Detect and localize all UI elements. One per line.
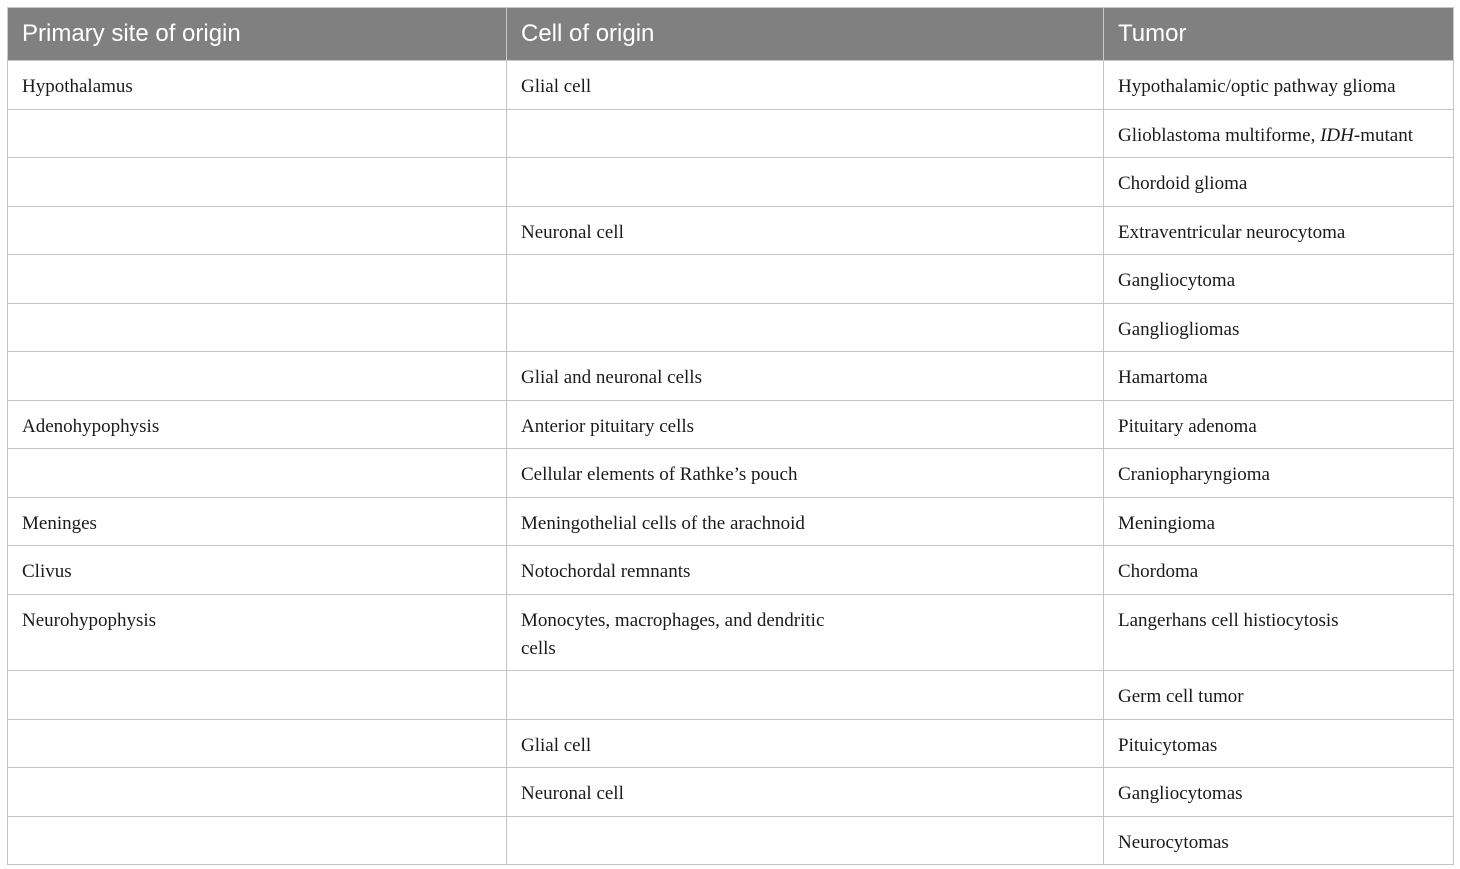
primary-site-cell: Adenohypophysis — [8, 400, 507, 449]
primary-site-cell: Neurohypophysis — [8, 594, 507, 671]
cell-of-origin-cell — [507, 255, 1104, 304]
table-row — [8, 594, 1454, 671]
cell-of-origin-cell: Notochordal remnants — [507, 546, 1104, 595]
tumor-cell: Pituicytomas — [1104, 719, 1454, 768]
primary-site-cell — [8, 449, 507, 498]
primary-site-cell: Clivus — [8, 546, 507, 595]
cell-of-origin-cell: Monocytes, macrophages, and dendritic cells — [507, 594, 1104, 671]
table-row — [8, 449, 1454, 498]
cell-of-origin-cell — [507, 671, 1104, 720]
tumor-cell: Gangliogliomas — [1104, 303, 1454, 352]
tumor-text-suffix: -mutant — [1353, 124, 1413, 146]
primary-site-cell — [8, 109, 507, 158]
table-row — [8, 768, 1454, 817]
tumor-cell — [1104, 109, 1454, 158]
primary-site-cell — [8, 352, 507, 401]
primary-site-cell — [8, 719, 507, 768]
table-body — [8, 61, 1454, 865]
tumor-cell: Pituitary adenoma — [1104, 400, 1454, 449]
table-row — [8, 109, 1454, 158]
tumor-cell: Hamartoma — [1104, 352, 1454, 401]
primary-site-cell: Meninges — [8, 497, 507, 546]
header-cell-of-origin: Cell of origin — [507, 8, 1104, 61]
table-row — [8, 400, 1454, 449]
tumor-cell: Meningioma — [1104, 497, 1454, 546]
tumor-cell: Hypothalamic/optic pathway glioma — [1104, 61, 1454, 110]
header-tumor: Tumor — [1104, 8, 1454, 61]
cell-of-origin-cell: Neuronal cell — [507, 768, 1104, 817]
cell-of-origin-cell: Glial and neuronal cells — [507, 352, 1104, 401]
cell-of-origin-cell: Cellular elements of Rathke’s pouch — [507, 449, 1104, 498]
table-row — [8, 206, 1454, 255]
table-row — [8, 546, 1454, 595]
tumor-cell: Langerhans cell histiocytosis — [1104, 594, 1454, 671]
primary-site-cell — [8, 206, 507, 255]
cell-of-origin-cell — [507, 303, 1104, 352]
cell-of-origin-cell: Glial cell — [507, 61, 1104, 110]
table-row — [8, 497, 1454, 546]
tumor-text: Glioblastoma multiforme, — [1118, 124, 1321, 146]
primary-site-cell — [8, 158, 507, 207]
tumor-cell: Gangliocytomas — [1104, 768, 1454, 817]
table-row — [8, 352, 1454, 401]
table-row — [8, 816, 1454, 865]
gene-name-italic: IDH — [1320, 124, 1354, 146]
tumor-cell: Neurocytomas — [1104, 816, 1454, 865]
primary-site-cell — [8, 303, 507, 352]
cell-of-origin-cell — [507, 109, 1104, 158]
table-row — [8, 719, 1454, 768]
tumor-cell: Chordoid glioma — [1104, 158, 1454, 207]
tumor-cell: Craniopharyngioma — [1104, 449, 1454, 498]
cell-of-origin-cell — [507, 158, 1104, 207]
cell-of-origin-cell: Neuronal cell — [507, 206, 1104, 255]
cell-of-origin-cell — [507, 816, 1104, 865]
primary-site-cell — [8, 768, 507, 817]
tumor-cell: Chordoma — [1104, 546, 1454, 595]
table-row — [8, 61, 1454, 110]
header-row — [8, 8, 1454, 61]
tumor-cell: Germ cell tumor — [1104, 671, 1454, 720]
primary-site-cell — [8, 816, 507, 865]
primary-site-cell — [8, 671, 507, 720]
cell-of-origin-cell: Meningothelial cells of the arachnoid — [507, 497, 1104, 546]
cell-of-origin-cell: Glial cell — [507, 719, 1104, 768]
primary-site-cell: Hypothalamus — [8, 61, 507, 110]
cell-of-origin-cell: Anterior pituitary cells — [507, 400, 1104, 449]
header-primary-site: Primary site of origin — [8, 8, 507, 61]
tumor-origin-table — [7, 7, 1454, 865]
tumor-cell: Gangliocytoma — [1104, 255, 1454, 304]
primary-site-cell — [8, 255, 507, 304]
table-row — [8, 158, 1454, 207]
table-row — [8, 303, 1454, 352]
table-row — [8, 671, 1454, 720]
table-row — [8, 255, 1454, 304]
table-header — [8, 8, 1454, 61]
tumor-cell: Extraventricular neurocytoma — [1104, 206, 1454, 255]
